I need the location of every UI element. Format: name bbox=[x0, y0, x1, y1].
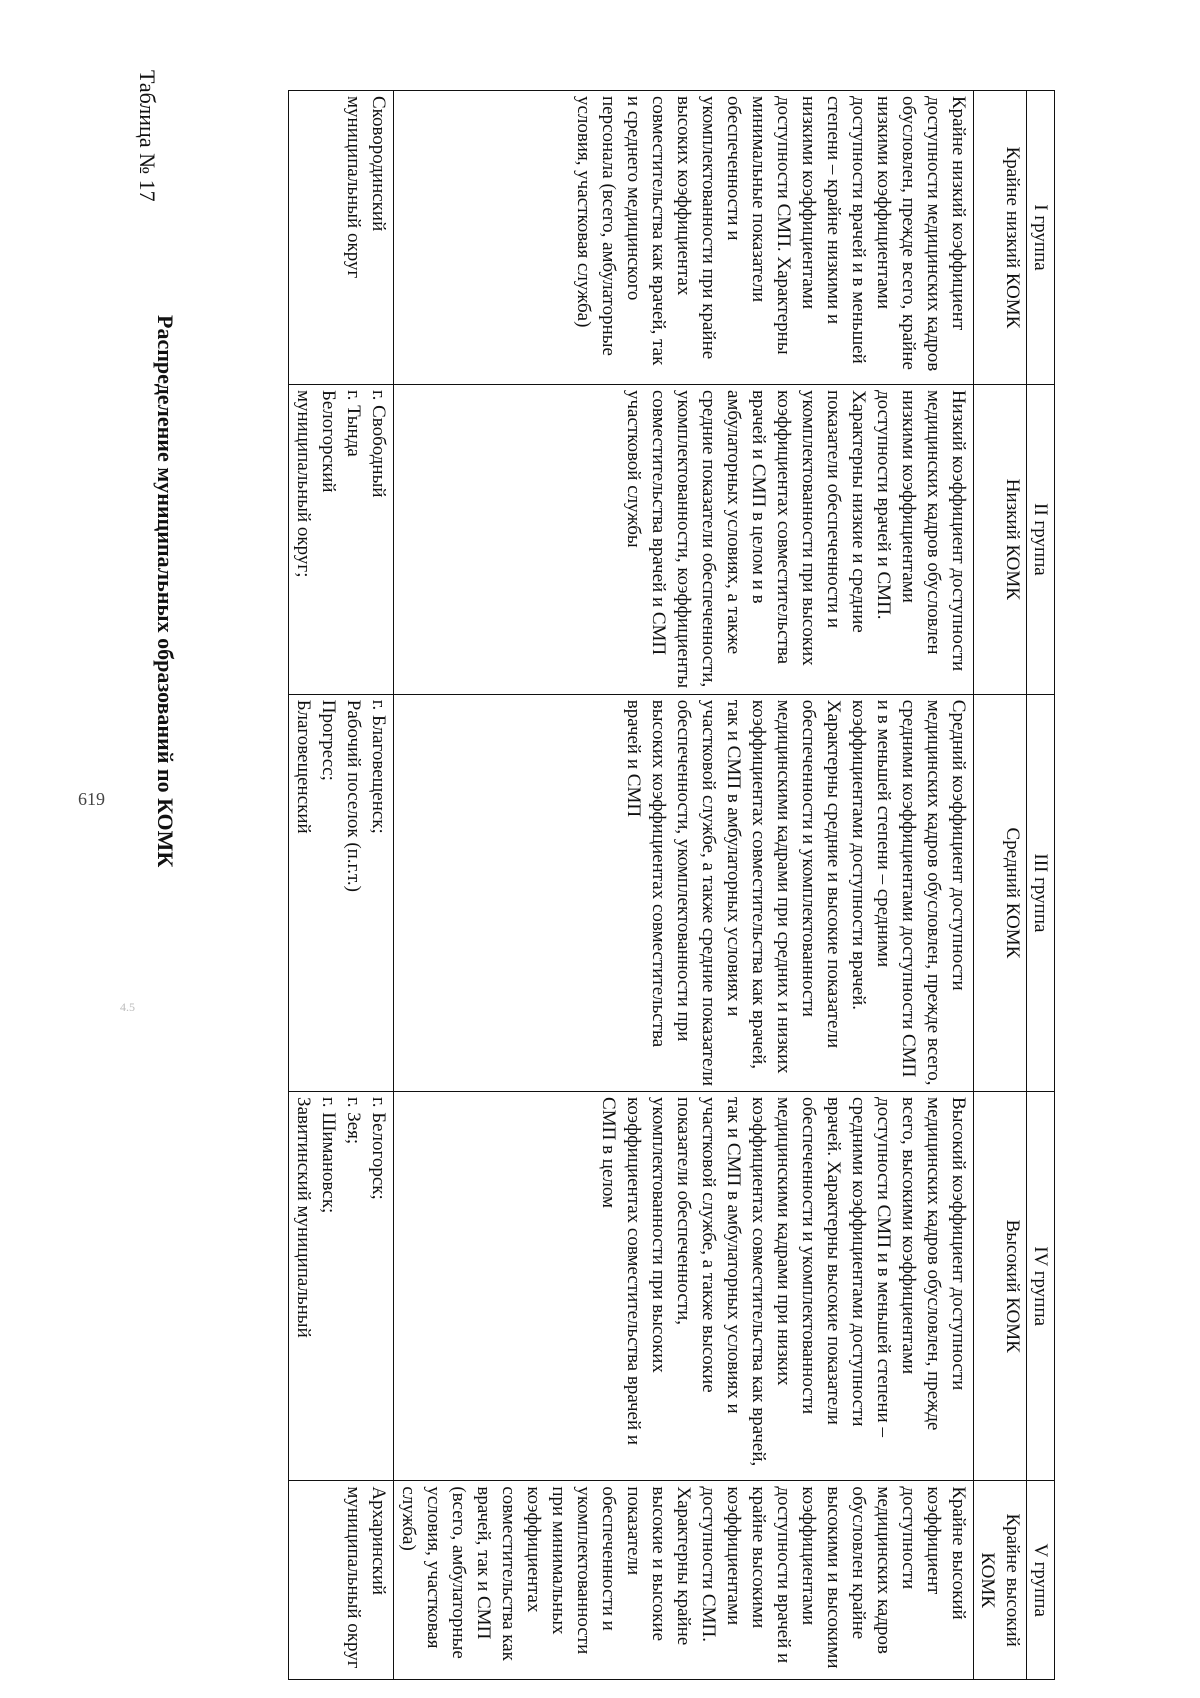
place-line: г. Благовещенск; bbox=[368, 699, 389, 834]
place-line: Рабочий поселок (п.г.т.) bbox=[343, 699, 364, 892]
place-line: г. Шимановск; bbox=[318, 1097, 339, 1214]
header-group-5: V группа bbox=[1027, 1481, 1055, 1680]
distribution-table-wrapper bbox=[288, 90, 1055, 1680]
description-group-4: Высокий коэффициент доступности медицинских кадров обусловлен, прежде всего, высокими коэффициентами доступности СМП и в меньшей степени – средними коэффициентами доступности врачей. Характерны высокие показатели обеспеченности и укомплектованности медицинскими кадрами при низких коэффициентах совместительства как врачей, так и СМП в амбулаторных условиях и участковой службе, а также высокие показатели обеспеченности, укомплектованности при высоких коэффициентах совместительства врачей и СМП в целом bbox=[394, 1092, 974, 1481]
place-line: г. Тында bbox=[343, 389, 364, 457]
distribution-table bbox=[288, 90, 1055, 1680]
description-group-1: Крайне низкий коэффициент доступности медицинских кадров обусловлен, прежде всего, крайне низкими коэффициентами доступности врачей и в меньшей степени – крайне низкими и низкими коэффициентами доступности СМП. Характерны минимальные показатели обеспеченности и укомплектованности при крайне высоких коэффициентах совместительства как врачей, так и среднего медицинского персонала (всего, амбулаторные условия, участковая служба) bbox=[394, 91, 974, 385]
place-line: Прогресс; bbox=[318, 699, 339, 781]
place-line: муниципальный округ bbox=[343, 1486, 364, 1669]
place-line: Завитинский муниципальный bbox=[293, 1097, 314, 1338]
header-group-1: I группа bbox=[1027, 91, 1055, 385]
places-group-5 bbox=[289, 1481, 394, 1680]
places-row bbox=[289, 91, 394, 1680]
place-line: Белогорский bbox=[318, 389, 339, 493]
table-number: Таблица № 17 bbox=[135, 70, 160, 202]
place-line: Благовещенский bbox=[293, 699, 314, 834]
description-group-5: Крайне высокий коэффициент доступности медицинских кадров обусловлен крайне высокими и высокими коэффициентами доступности врачей и крайне высокими коэффициентами доступности СМП. Характерны крайне высокие и высокие показатели обеспеченности и укомплектованности при минимальных коэффициентах совместительства как врачей, так и СМП (всего, амбулаторные условия, участковая служба) bbox=[394, 1481, 974, 1680]
description-group-2: Низкий коэффициент доступности медицинских кадров обусловлен низкими коэффициентами доступности врачей и СМП. Характерны низкие и средние показатели обеспеченности и укомплектованности при высоких коэффициентах совместительства врачей и СМП в целом и в амбулаторных условиях, а также средние показатели обеспеченности, укомплектованности, коэффициенты совместительства врачей и СМП участковой службы bbox=[394, 384, 974, 694]
document-title: Распределение муниципальных образований по КОМК bbox=[153, 315, 178, 868]
places-group-1 bbox=[289, 91, 394, 385]
header-row-groups bbox=[1027, 91, 1055, 1680]
places-group-3 bbox=[289, 694, 394, 1091]
place-line: г. Белогорск; bbox=[368, 1097, 389, 1200]
scan-artifact-mark: 4.5 bbox=[120, 1000, 135, 1014]
page-number: 619 bbox=[78, 789, 105, 809]
place-line: г. Зея; bbox=[343, 1097, 364, 1145]
header-group-2: II группа bbox=[1027, 384, 1055, 694]
header-level-4: Высокий КОМК bbox=[974, 1092, 1027, 1481]
header-row-levels bbox=[974, 91, 1027, 1680]
header-level-3: Средний КОМК bbox=[974, 694, 1027, 1091]
header-level-5: Крайне высокий КОМК bbox=[974, 1481, 1027, 1680]
description-group-3: Средний коэффициент доступности медицинских кадров обусловлен, прежде всего, средними коэффициентами доступности СМП и в меньшей степени – средними коэффициентами доступности врачей. Характерны средние и высокие показатели обеспеченности и укомплектованности медицинскими кадрами при средних и низких коэффициентах совместительства как врачей, так и СМП в амбулаторных условиях и участковой службе, а также средние показатели обеспеченности, укомплектованности при высоких коэффициентах совместительства врачей и СМП bbox=[394, 694, 974, 1091]
places-group-4 bbox=[289, 1092, 394, 1481]
header-level-1: Крайне низкий КОМК bbox=[974, 91, 1027, 385]
description-row bbox=[394, 91, 974, 1680]
place-line: Архаринский bbox=[368, 1486, 389, 1596]
place-line: г. Свободный bbox=[368, 389, 389, 498]
places-group-2 bbox=[289, 384, 394, 694]
place-line: Сковородинский bbox=[368, 96, 389, 232]
place-line: муниципальный округ; bbox=[293, 389, 314, 578]
header-group-4: IV группа bbox=[1027, 1092, 1055, 1481]
place-line: муниципальный округ bbox=[343, 96, 364, 279]
header-group-3: III группа bbox=[1027, 694, 1055, 1091]
header-level-2: Низкий КОМК bbox=[974, 384, 1027, 694]
